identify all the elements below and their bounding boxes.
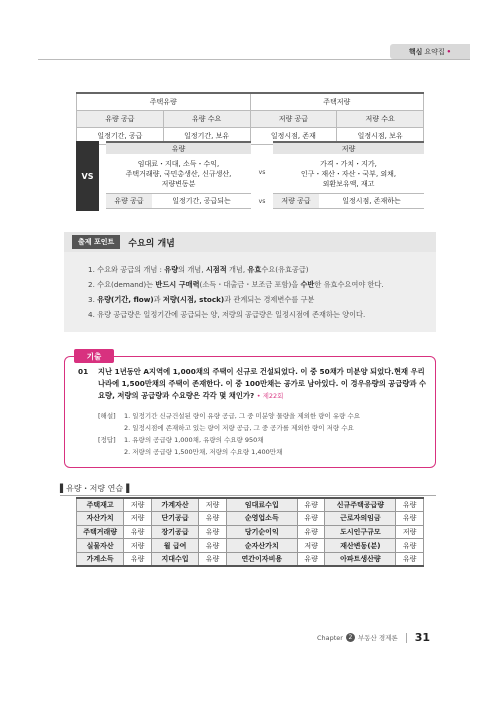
flow-column xyxy=(106,141,251,209)
stock-example-line: 인구・재산・자산・국부, 외채, xyxy=(300,169,397,178)
practice-type: 저량 xyxy=(297,539,325,553)
practice-item: 자산가치 xyxy=(77,512,124,526)
flow-title: 유량 xyxy=(106,141,251,154)
table-cell: 일정기간, 보유 xyxy=(163,127,250,144)
vs-comparison xyxy=(76,141,424,211)
table-subheader: 유량 공급 xyxy=(77,110,164,127)
practice-item: 임대료수입 xyxy=(226,498,297,512)
vs-mid-top: vs xyxy=(258,169,266,176)
practice-item: 아파트생산량 xyxy=(325,552,396,566)
practice-table xyxy=(76,497,424,567)
practice-type: 저량 xyxy=(124,498,152,512)
practice-type: 저량 xyxy=(396,525,424,539)
flow-footer-value: 일정기간, 공급되는 xyxy=(152,194,251,209)
practice-type: 유량 xyxy=(199,539,227,553)
flow-footer xyxy=(106,194,251,209)
practice-heading: ▌유량・저량 연습▐ xyxy=(60,484,130,493)
explain-line: 2. 일정시점에 존재하고 있는 량이 저량 공급, 그 중 공가를 제외한 량이 저량 수요 xyxy=(124,424,354,432)
practice-item: 단기공급 xyxy=(151,512,198,526)
practice-type: 유량 xyxy=(297,512,325,526)
practice-item: 순자산가치 xyxy=(226,539,297,553)
table-row xyxy=(77,552,424,566)
practice-type: 유량 xyxy=(396,552,424,566)
practice-type: 유량 xyxy=(199,512,227,526)
point-tag: 출제 포인트 xyxy=(72,235,120,249)
practice-type: 저량 xyxy=(124,512,152,526)
flow-footer-key: 유량 공급 xyxy=(106,194,152,209)
practice-type: 유량 xyxy=(124,525,152,539)
stock-header: 주택저량 xyxy=(250,93,424,110)
practice-item: 실물자산 xyxy=(77,539,124,553)
practice-type: 유량 xyxy=(396,512,424,526)
stock-column xyxy=(273,141,424,209)
point-item: 2. 수요(demand)는 반드시 구매력(소득・대출금・보조금 포함)을 수반한 유효수요여야 한다. xyxy=(88,280,384,289)
flow-header: 주택유량 xyxy=(77,93,251,110)
table-cell: 일정기간, 공급 xyxy=(77,127,164,144)
chapter-number: 2 xyxy=(346,633,355,642)
flow-examples xyxy=(106,154,251,194)
practice-type: 유량 xyxy=(297,552,325,566)
practice-item: 가계자산 xyxy=(151,498,198,512)
explain-line: 1. 일정기간 신규건설된 량이 유량 공급, 그 중 미분양 물량을 제외한 량이 유량 수요 xyxy=(124,412,361,420)
table-row xyxy=(77,498,424,512)
answer-label: [정답] xyxy=(98,436,116,444)
page-footer xyxy=(317,631,430,644)
answer-line: 1. 유량의 공급량 1,000채, 유량의 수요량 950채 xyxy=(124,436,264,444)
header-tab xyxy=(390,44,470,59)
table-cell: 일정시점, 존재 xyxy=(250,127,337,144)
practice-item: 가계소득 xyxy=(77,552,124,566)
practice-item: 재산변동(분) xyxy=(325,539,396,553)
question-source: • 제22회 xyxy=(256,392,284,400)
stock-footer xyxy=(273,194,424,209)
stock-example-line: 가격・가치・지가, xyxy=(320,159,377,168)
table-subheader: 저량 공급 xyxy=(250,110,337,127)
footer-separator xyxy=(406,633,407,643)
stock-footer-value: 일정시점, 존재하는 xyxy=(319,194,424,209)
exam-label: 기출 xyxy=(74,349,114,363)
practice-type: 유량 xyxy=(297,498,325,512)
practice-item: 연간이자비용 xyxy=(226,552,297,566)
vs-label: VS xyxy=(76,141,99,211)
point-item: 3. 유량(기간, flow)과 저량(시점, stock)과 관계되는 경제변수를 구분 xyxy=(88,295,315,304)
practice-item: 주택거래량 xyxy=(77,525,124,539)
point-header xyxy=(64,232,436,252)
answer-line: 2. 저량의 공급량 1,500만채, 저량의 수요량 1,400만채 xyxy=(124,448,283,456)
practice-type: 유량 xyxy=(396,498,424,512)
exam-question xyxy=(78,366,428,402)
practice-item: 신규주택공급량 xyxy=(325,498,396,512)
point-body xyxy=(64,252,436,332)
table-subheader: 저량 수요 xyxy=(337,110,424,127)
stock-examples xyxy=(273,154,424,194)
table-row xyxy=(77,525,424,539)
practice-item: 순영업소득 xyxy=(226,512,297,526)
practice-type: 유량 xyxy=(199,552,227,566)
practice-type: 유량 xyxy=(124,552,152,566)
flow-example-line: 주택거래량, 국민총생산, 신규생산, xyxy=(125,169,232,178)
exam-explanation xyxy=(98,410,428,458)
point-item: 1. 수요와 공급의 개념 : 유량의 개념, 시점적 개념, 유효수요(유효공급) xyxy=(88,265,309,274)
practice-item: 주택재고 xyxy=(77,498,124,512)
flow-example-line: 임대료・지대, 소득・수익, xyxy=(137,159,220,168)
table-row xyxy=(77,539,424,553)
practice-type: 저량 xyxy=(199,498,227,512)
explain-label: [해설] xyxy=(98,412,116,420)
practice-item: 장기공급 xyxy=(151,525,198,539)
stock-footer-key: 저량 공급 xyxy=(273,194,319,209)
point-title: 수요의 개념 xyxy=(128,238,175,249)
stock-title: 저량 xyxy=(273,141,424,154)
practice-item: 월 급여 xyxy=(151,539,198,553)
stock-example-line: 외환보유액, 재고 xyxy=(322,179,375,188)
question-text: 지난 1년동안 A지역에 1,000채의 주택이 신규로 건설되었다. 이 중 50채가 미분양 되었다.현재 우리나라에 1,500만채의 주택이 존재한다. 이 중 100만채는 공가로 남아있다. 이 경우유량의 공급량과 수요량, 저량의 공급량과 수요량은 각각 몇 채인가? xyxy=(98,367,427,400)
page-number: 31 xyxy=(414,631,430,644)
practice-type: 유량 xyxy=(199,525,227,539)
vs-mid-bottom: vs xyxy=(258,198,266,205)
header-divider xyxy=(38,59,470,60)
header-tab-bold: 핵심 xyxy=(408,47,423,56)
header-tab-dot: • xyxy=(446,47,452,56)
table-row xyxy=(77,512,424,526)
practice-type: 유량 xyxy=(297,525,325,539)
table-cell: 일정시점, 보유 xyxy=(337,127,424,144)
flow-example-line: 저량변동분 xyxy=(161,179,196,188)
chapter-label: Chapter xyxy=(316,633,343,642)
practice-item: 당기순이익 xyxy=(226,525,297,539)
chapter-title: 부동산 경제론 xyxy=(357,634,398,642)
practice-type: 유량 xyxy=(396,539,424,553)
point-item: 4. 유량 공급량은 일정기간에 공급되는 양, 저량의 공급량은 일정시점에 존재하는 양이다. xyxy=(88,310,366,319)
stock-flow-table xyxy=(76,92,424,145)
practice-item: 근로자의임금 xyxy=(325,512,396,526)
practice-type: 저량 xyxy=(124,539,152,553)
question-number: 01 xyxy=(78,367,89,376)
practice-item: 지대수입 xyxy=(151,552,198,566)
table-subheader: 유량 수요 xyxy=(163,110,250,127)
practice-item: 도시인구규모 xyxy=(325,525,396,539)
practice-divider xyxy=(60,495,436,496)
header-tab-text: 요약집 xyxy=(424,47,445,56)
